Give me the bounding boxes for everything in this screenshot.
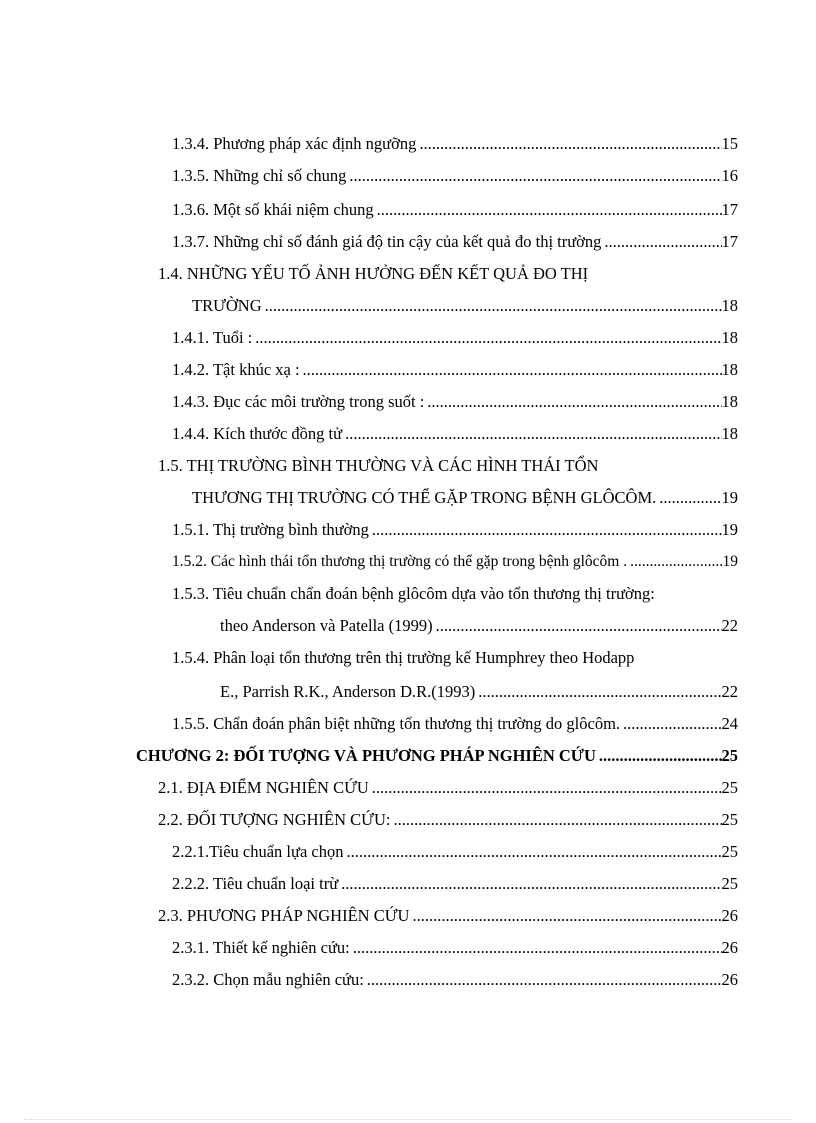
toc-entry[interactable] xyxy=(172,164,738,188)
toc-entry[interactable] xyxy=(192,486,738,510)
toc-page-number: 18 xyxy=(721,392,738,411)
toc-leader-dots xyxy=(427,390,721,414)
toc-entry[interactable] xyxy=(172,132,738,156)
toc-leader-dots xyxy=(372,776,722,800)
toc-entry-title: 2.3.2. Chọn mẫu nghiên cứu: xyxy=(172,970,364,989)
toc-entry-title: 2.2.1.Tiêu chuẩn lựa chọn xyxy=(172,842,344,861)
toc-leader-dots xyxy=(346,840,721,864)
toc-leader-dots xyxy=(659,486,721,510)
toc-entry-title: 2.2.2. Tiêu chuẩn loại trừ xyxy=(172,874,339,893)
toc-leader-dots xyxy=(412,904,721,928)
toc-entry-title: 1.5.2. Các hình thái tổn thương thị trường có thể gặp trong bệnh glôcôm . xyxy=(172,553,628,570)
toc-entry-title: 1.4.1. Tuổi : xyxy=(172,328,253,347)
toc-entry-title: 2.1. ĐỊA ĐIỂM NGHIÊN CỨU xyxy=(158,778,369,797)
toc-leader-dots xyxy=(604,230,721,254)
toc-entry[interactable] xyxy=(172,550,738,574)
toc-page-number: 19 xyxy=(721,520,738,539)
toc-entry-title: 1.5.5. Chẩn đoán phân biệt những tổn thương thị trường do glôcôm. xyxy=(172,714,621,733)
toc-page-number: 17 xyxy=(721,232,738,251)
toc-leader-dots xyxy=(623,712,721,736)
toc-entry-title: 1.3.6. Một số khái niệm chung xyxy=(172,200,374,219)
toc-entry[interactable] xyxy=(172,968,738,992)
toc-entry[interactable] xyxy=(172,712,738,736)
toc-page-number: 22 xyxy=(721,616,738,635)
toc-leader-dots xyxy=(419,132,721,156)
toc-leader-dots xyxy=(599,744,722,768)
toc-leader-dots xyxy=(341,872,721,896)
toc-entry-title: THƯƠNG THỊ TRƯỜNG CÓ THỂ GẶP TRONG BỆNH GLÔCÔM. xyxy=(192,488,657,507)
toc-entry[interactable] xyxy=(158,904,738,928)
toc-entry[interactable] xyxy=(172,422,738,446)
toc-entry-title: 1.3.5. Những chỉ số chung xyxy=(172,166,347,185)
toc-page-number: 18 xyxy=(721,296,738,315)
toc-page-number: 26 xyxy=(721,906,738,925)
toc-entry[interactable] xyxy=(158,808,738,832)
toc-entry[interactable] xyxy=(192,294,738,318)
toc-entry[interactable] xyxy=(172,872,738,896)
toc-leader-dots xyxy=(478,680,721,704)
toc-page-number: 18 xyxy=(721,424,738,443)
toc-page-number: 15 xyxy=(721,134,738,153)
toc-entry[interactable] xyxy=(172,518,738,542)
toc-entry[interactable] xyxy=(172,230,738,254)
toc-entry[interactable] xyxy=(158,776,738,800)
toc-leader-dots xyxy=(436,614,722,638)
toc-leader-dots xyxy=(353,936,722,960)
toc-page-number: 16 xyxy=(721,166,738,185)
toc-leader-dots xyxy=(265,294,722,318)
toc-entry[interactable] xyxy=(172,840,738,864)
toc-entry[interactable] xyxy=(172,390,738,414)
toc-entry-heading-line1[interactable]: 1.5.4. Phân loại tổn thương trên thị trường kế Humphrey theo Hodapp xyxy=(172,648,635,667)
toc-page-number: 18 xyxy=(721,360,738,379)
toc-leader-dots xyxy=(303,358,722,382)
toc-entry-title: TRƯỜNG xyxy=(192,296,262,315)
toc-leader-dots xyxy=(372,518,722,542)
toc-entry-title: 2.3. PHƯƠNG PHÁP NGHIÊN CỨU xyxy=(158,906,410,925)
toc-entry-title: 1.4.3. Đục các môi trường trong suốt : xyxy=(172,392,425,411)
toc-page-number: 25 xyxy=(721,874,738,893)
toc-leader-dots xyxy=(367,968,722,992)
toc-entry[interactable] xyxy=(220,680,738,704)
toc-entry-title: CHƯƠNG 2: ĐỐI TƯỢNG VÀ PHƯƠNG PHÁP NGHIÊN CỨU xyxy=(136,746,596,765)
toc-entry-title: 2.2. ĐỐI TƯỢNG NGHIÊN CỨU: xyxy=(158,810,391,829)
toc-entry-heading-line1[interactable]: 1.4. NHỮNG YẾU TỐ ẢNH HƯỞNG ĐẾN KẾT QUẢ ĐO THỊ xyxy=(158,264,589,283)
toc-page-number: 17 xyxy=(721,200,738,219)
toc-entry[interactable] xyxy=(172,358,738,382)
toc-page-number: 24 xyxy=(721,714,738,733)
toc-entry[interactable] xyxy=(172,198,738,222)
toc-leader-dots xyxy=(345,422,721,446)
toc-entry-title: theo Anderson và Patella (1999) xyxy=(220,616,433,635)
toc-page-number: 25 xyxy=(721,842,738,861)
toc-entry-title: 1.4.4. Kích thước đồng tử xyxy=(172,424,343,443)
toc-leader-dots xyxy=(630,550,722,574)
toc-entry-heading-line1[interactable]: 1.5.3. Tiêu chuẩn chẩn đoán bệnh glôcôm dựa vào tổn thương thị trường: xyxy=(172,584,655,603)
toc-entry[interactable] xyxy=(172,326,738,350)
toc-entry-title: E., Parrish R.K., Anderson D.R.(1993) xyxy=(220,682,476,701)
toc-entry[interactable] xyxy=(172,936,738,960)
toc-page-number: 25 xyxy=(721,778,738,797)
toc-chapter-entry[interactable] xyxy=(136,744,738,768)
toc-page-number: 25 xyxy=(721,746,738,765)
toc-leader-dots xyxy=(393,808,721,832)
toc-page-number: 18 xyxy=(721,328,738,347)
toc-entry-title: 1.5.1. Thị trường bình thường xyxy=(172,520,369,539)
toc-entry-title: 2.3.1. Thiết kế nghiên cứu: xyxy=(172,938,350,957)
toc-page-number: 26 xyxy=(721,970,738,989)
toc-entry-heading-line1[interactable]: 1.5. THỊ TRƯỜNG BÌNH THƯỜNG VÀ CÁC HÌNH THÁI TỔN xyxy=(158,456,599,475)
toc-entry[interactable] xyxy=(220,614,738,638)
toc-page-number: 26 xyxy=(721,938,738,957)
toc-leader-dots xyxy=(349,164,721,188)
toc-page-number: 25 xyxy=(721,810,738,829)
toc-leader-dots xyxy=(255,326,721,350)
page-bottom-divider xyxy=(24,1119,792,1120)
toc-entry-title: 1.4.2. Tật khúc xạ : xyxy=(172,360,300,379)
toc-page-number: 19 xyxy=(722,553,738,570)
toc-page-number: 22 xyxy=(721,682,738,701)
toc-page-number: 19 xyxy=(721,488,738,507)
toc-entry-title: 1.3.7. Những chỉ số đánh giá độ tin cậy của kết quả đo thị trường xyxy=(172,232,602,251)
toc-leader-dots xyxy=(377,198,722,222)
toc-entry-title: 1.3.4. Phương pháp xác định ngưỡng xyxy=(172,134,417,153)
